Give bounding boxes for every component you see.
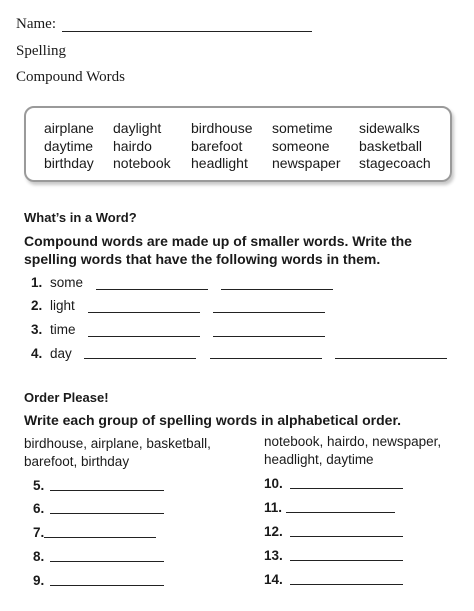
- question-row-1: [31, 275, 83, 293]
- answer-line[interactable]: [290, 584, 403, 585]
- answer-number: 14.: [264, 572, 283, 587]
- name-input-line[interactable]: [62, 31, 312, 32]
- word-item: barefoot: [191, 137, 243, 154]
- answer-line[interactable]: [50, 561, 164, 562]
- word-item: stagecoach: [359, 155, 431, 171]
- answer-line[interactable]: [213, 312, 325, 313]
- section-title-whats-in-a-word: What’s in a Word?: [24, 210, 137, 225]
- section1-instruction-line1: Compound words are made up of smaller words. Write the: [24, 233, 412, 249]
- word-column-2: [113, 120, 171, 173]
- word-item: someone: [272, 137, 330, 154]
- word-item: airplane: [44, 120, 94, 136]
- answer-line[interactable]: [50, 490, 164, 491]
- answer-line[interactable]: [286, 512, 395, 513]
- word-item: daytime: [44, 137, 94, 154]
- answer-number: 12.: [264, 524, 283, 539]
- answer-line[interactable]: [88, 312, 200, 313]
- question-word: time: [50, 322, 76, 337]
- question-row-4: [31, 346, 72, 364]
- word-group-line: notebook, hairdo, newspaper,: [264, 434, 442, 449]
- word-item: birthday: [44, 155, 94, 171]
- answer-number: 7.: [33, 525, 45, 540]
- word-group-2: [264, 433, 441, 469]
- question-number: 1.: [31, 275, 43, 290]
- answer-number: 5.: [33, 478, 45, 493]
- word-column-5: [359, 120, 431, 173]
- answer-line[interactable]: [96, 289, 208, 290]
- topic-label: Compound Words: [16, 69, 125, 85]
- question-number: 3.: [31, 322, 43, 337]
- word-column-1: [44, 120, 94, 173]
- answer-line[interactable]: [44, 537, 156, 538]
- answer-line[interactable]: [335, 358, 447, 359]
- spelling-word-box: [24, 106, 452, 182]
- section2-instruction: Write each group of spelling words in alphabetical order.: [24, 412, 402, 428]
- answer-line[interactable]: [84, 358, 196, 359]
- question-row-2: [31, 298, 75, 316]
- word-item: sidewalks: [359, 120, 420, 136]
- question-word: some: [50, 275, 84, 290]
- section-title-order-please: Order Please!: [24, 390, 109, 405]
- word-item: notebook: [113, 155, 171, 171]
- answer-line[interactable]: [290, 488, 403, 489]
- answer-line[interactable]: [210, 358, 322, 359]
- question-row-3: [31, 322, 76, 340]
- word-item: hairdo: [113, 137, 152, 154]
- word-item: headlight: [191, 155, 248, 171]
- answer-line[interactable]: [290, 536, 403, 537]
- answer-line[interactable]: [290, 560, 403, 561]
- answer-number: 8.: [33, 549, 45, 564]
- word-item: basketball: [359, 137, 423, 154]
- word-group-1: [24, 435, 211, 471]
- name-label: Name:: [16, 16, 56, 32]
- word-item: birdhouse: [191, 120, 253, 136]
- word-column-4: [272, 120, 341, 173]
- subject-label: Spelling: [16, 43, 67, 59]
- answer-number: 6.: [33, 501, 45, 516]
- answer-number: 13.: [264, 548, 283, 563]
- answer-line[interactable]: [213, 336, 325, 337]
- answer-number: 10.: [264, 476, 283, 491]
- word-group-line: barefoot, birthday: [24, 454, 130, 469]
- answer-line[interactable]: [50, 585, 164, 586]
- word-group-line: headlight, daytime: [264, 452, 374, 467]
- answer-line[interactable]: [50, 513, 164, 514]
- answer-line[interactable]: [221, 289, 333, 290]
- word-item: sometime: [272, 120, 333, 136]
- word-item: newspaper: [272, 155, 341, 171]
- answer-number: 11.: [264, 500, 283, 515]
- word-group-line: birdhouse, airplane, basketball,: [24, 436, 211, 451]
- word-column-3: [191, 120, 253, 173]
- question-word: light: [50, 298, 75, 313]
- question-number: 4.: [31, 346, 43, 361]
- answer-line[interactable]: [88, 336, 200, 337]
- section1-instruction-line2: spelling words that have the following words in them.: [24, 251, 381, 267]
- answer-number: 9.: [33, 573, 45, 588]
- question-number: 2.: [31, 298, 43, 313]
- word-item: daylight: [113, 120, 162, 136]
- question-word: day: [50, 346, 72, 361]
